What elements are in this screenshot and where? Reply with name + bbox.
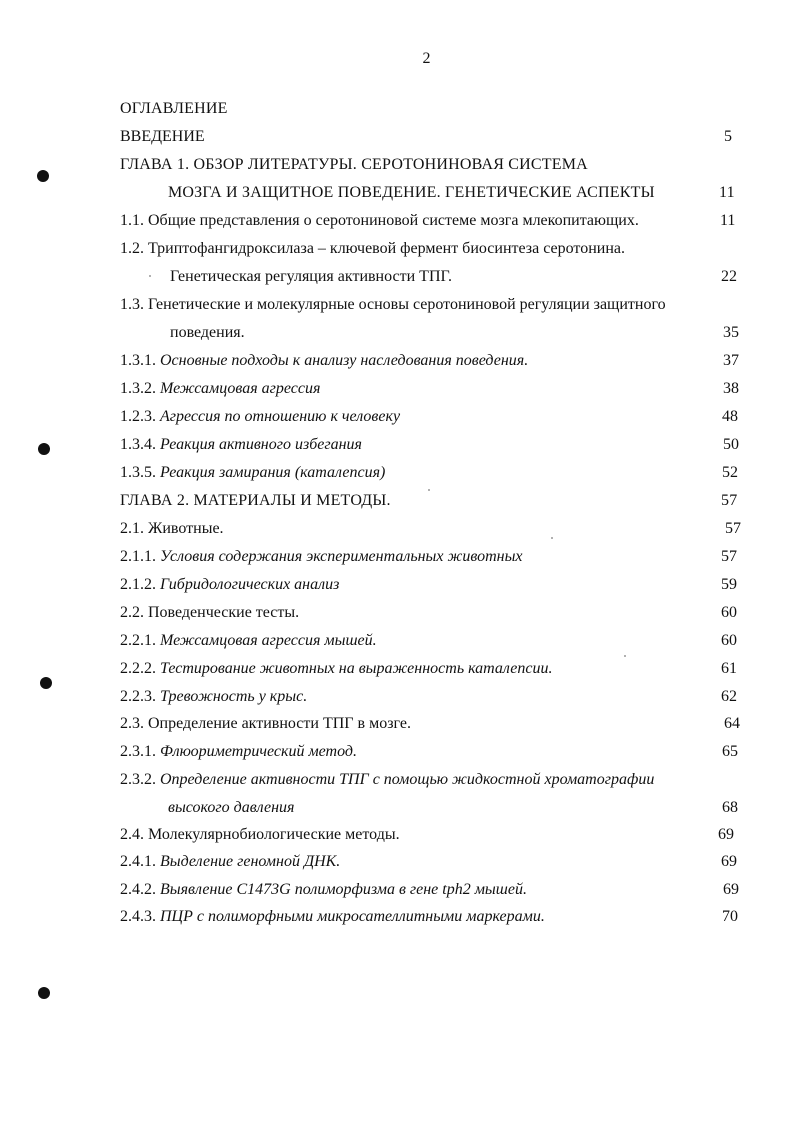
toc-entry: 2.2.3. Тревожность у крыс. 62 (120, 688, 737, 705)
toc-entry: 2.2. Поведенческие тесты. 60 (120, 604, 737, 621)
page-number: 2 (422, 50, 431, 67)
toc-entry: 2.2.2. Тестирование животных на выраженность каталепсии. 61 (120, 660, 737, 677)
toc-page: 60 (721, 632, 737, 649)
toc-page: 52 (722, 464, 738, 481)
toc-page: 22 (721, 268, 737, 285)
toc-entry: 1.3. Генетические и молекулярные основы серотониновой регуляции защитного (120, 296, 666, 313)
binder-hole (40, 677, 52, 689)
scan-speck (624, 655, 626, 657)
toc-entry: 1.3.1. Основные подходы к анализу наследования поведения. 37 (120, 352, 739, 369)
toc-page: 62 (721, 688, 737, 705)
toc-entry: ГЛАВА 1. ОБЗОР ЛИТЕРАТУРЫ. СЕРОТОНИНОВАЯ СИСТЕМА (120, 156, 588, 173)
toc-entry: 2.1.1. Условия содержания экспериментальных животных 57 (120, 548, 737, 565)
toc-page: 68 (722, 799, 738, 816)
toc-entry: 1.2.3. Агрессия по отношению к человеку 48 (120, 408, 738, 425)
toc-page: 48 (722, 408, 738, 425)
toc-entry: 1.1. Общие представления о серотониновой системе мозга млекопитающих. 11 (120, 212, 736, 229)
toc-page: 65 (722, 743, 738, 760)
scan-speck (149, 275, 151, 277)
toc-entry: 2.2.1. Межсамцовая агрессия мышей. 60 (120, 632, 737, 649)
toc-page: 60 (721, 604, 737, 621)
toc-entry: МОЗГА И ЗАЩИТНОЕ ПОВЕДЕНИЕ. ГЕНЕТИЧЕСКИЕ АСПЕКТЫ 11 (168, 184, 735, 201)
toc-page: 11 (719, 184, 735, 201)
toc-entry: 2.3.1. Флюориметрический метод. 65 (120, 743, 738, 760)
toc-entry: 2.1.2. Гибридологических анализ 59 (120, 576, 737, 593)
toc-entry: 2.1. Животные. 57 (120, 520, 741, 537)
toc-page: 38 (723, 380, 739, 397)
toc-page: 35 (723, 324, 739, 341)
toc-page: 57 (725, 520, 741, 537)
toc-page: 61 (721, 660, 737, 677)
toc-entry: 1.2. Триптофангидроксилаза – ключевой фермент биосинтеза серотонина. (120, 240, 625, 257)
toc-page: 69 (718, 826, 734, 843)
toc-page: 50 (723, 436, 739, 453)
scan-speck (428, 489, 430, 491)
toc-entry: 2.4.3. ПЦР с полиморфными микросателлитными маркерами. 70 (120, 908, 738, 925)
toc-heading: ОГЛАВЛЕНИЕ (120, 100, 228, 117)
toc-entry: 1.3.4. Реакция активного избегания 50 (120, 436, 739, 453)
toc-entry: 2.3.2. Определение активности ТПГ с помощью жидкостной хроматографии (120, 771, 655, 788)
toc-entry: 2.4.2. Выявление C1473G полиморфизма в гене tph2 мышей. 69 (120, 881, 739, 898)
toc-entry: поведения. 35 (170, 324, 739, 341)
toc-entry: высокого давления 68 (168, 799, 738, 816)
toc-page: 69 (721, 853, 737, 870)
toc-entry: 1.3.2. Межсамцовая агрессия 38 (120, 380, 739, 397)
toc-page: 57 (721, 492, 738, 509)
toc-page: 69 (723, 881, 739, 898)
binder-hole (38, 443, 50, 455)
toc-page: 59 (721, 576, 737, 593)
toc-page: 5 (724, 128, 732, 145)
toc-page: 70 (722, 908, 738, 925)
scan-speck (551, 537, 553, 539)
toc-entry: 1.3.5. Реакция замирания (каталепсия) 52 (120, 464, 738, 481)
toc-entry: ВВЕДЕНИЕ 5 (120, 128, 732, 145)
binder-hole (38, 987, 50, 999)
toc-page: 37 (723, 352, 739, 369)
toc-entry: 2.3. Определение активности ТПГ в мозге. 64 (120, 715, 740, 732)
toc-page: 57 (721, 548, 737, 565)
toc-entry: 2.4. Молекулярнобиологические методы. 69 (120, 826, 734, 843)
toc-page: 11 (720, 212, 736, 229)
toc-entry: ГЛАВА 2. МАТЕРИАЛЫ И МЕТОДЫ. 57 (120, 492, 738, 509)
binder-hole (37, 170, 49, 182)
toc-entry: 2.4.1. Выделение геномной ДНК. 69 (120, 853, 737, 870)
toc-entry: Генетическая регуляция активности ТПГ. 22 (170, 268, 737, 285)
toc-page: 64 (724, 715, 740, 732)
